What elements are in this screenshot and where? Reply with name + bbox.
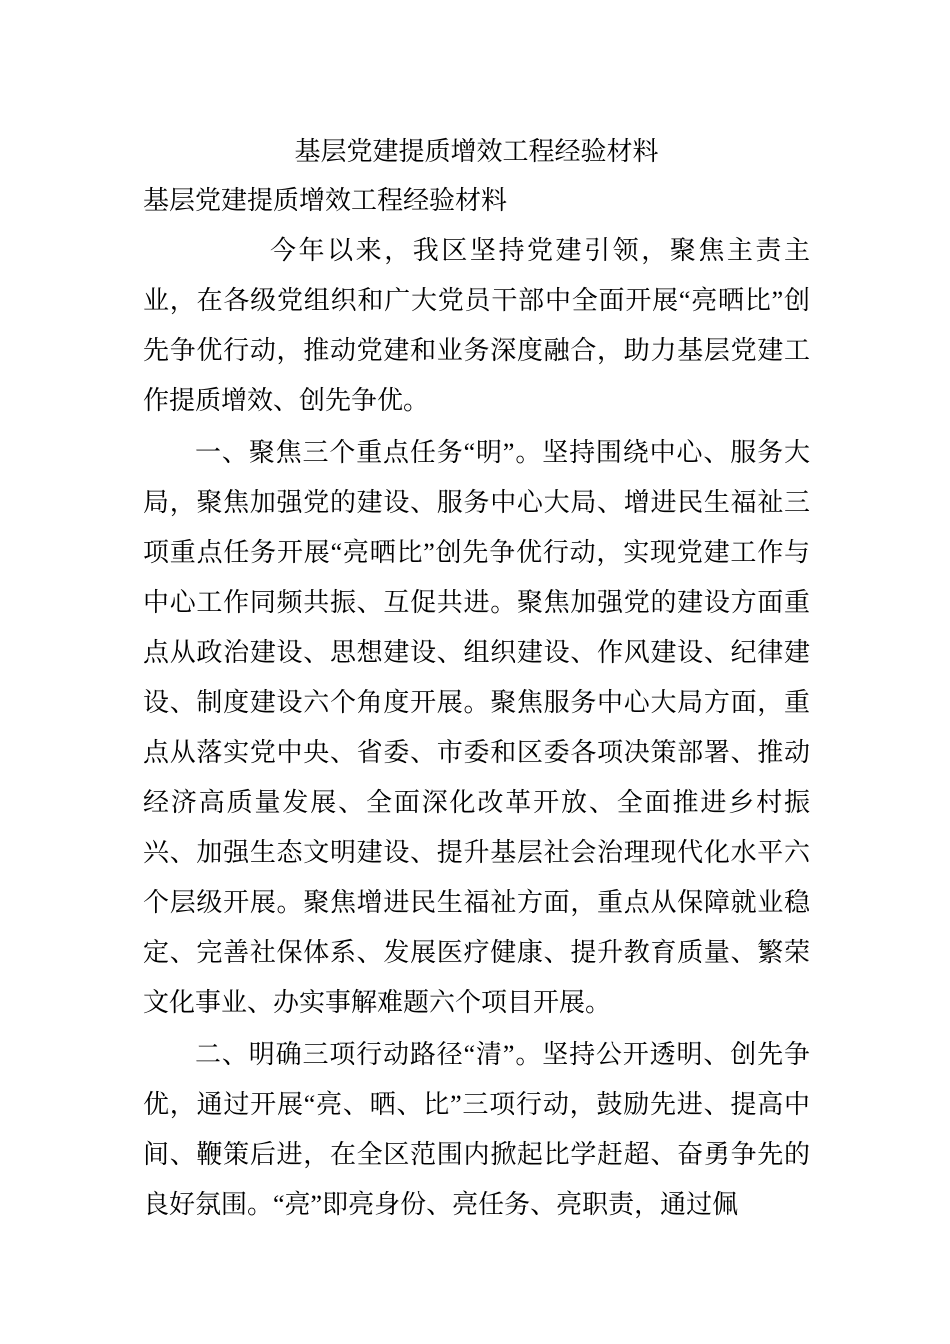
document-subtitle: 基层党建提质增效工程经验材料 <box>143 186 508 215</box>
paragraph-section-2: 二、明确三项行动路径“清”。坚持公开透明、创先争优，通过开展“亮、晒、比”三项行动，鼓励先进、提高中间、鞭策后进，在全区范围内掀起比学赶超、奋勇争先的良好氛围。“亮”即亮身份、亮任务、亮职责，通过佩 <box>143 1040 810 1219</box>
document-title: 基层党建提质增效工程经验材料 <box>294 137 659 166</box>
paragraph-section-1: 一、聚焦三个重点任务“明”。坚持围绕中心、服务大局，聚焦加强党的建设、服务中心大局、增进民生福祉三项重点任务开展“亮晒比”创先争优行动，实现党建工作与中心工作同频共振、互促共进。聚焦加强党的建设方面重点从政治建设、思想建设、组织建设、作风建设、纪律建设、制度建设六个角度开展。聚焦服务中心大局方面，重点从落实党中央、省委、市委和区委各项决策部署、推动经济高质量发展、全面深化改革开放、全面推进乡村振兴、加强生态文明建设、提升基层社会治理现代化水平六个层级开展。聚焦增进民生福祉方面，重点从保障就业稳定、完善社保体系、发展医疗健康、提升教育质量、繁荣文化事业、办实事解难题六个项目开展。 <box>143 438 810 1017</box>
paragraph-intro: 今年以来，我区坚持党建引领，聚焦主责主业，在各级党组织和广大党员干部中全面开展“亮晒比”创先争优行动，推动党建和业务深度融合，助力基层党建工作提质增效、创先争优。 <box>143 236 810 415</box>
document-content <box>143 128 810 1232</box>
